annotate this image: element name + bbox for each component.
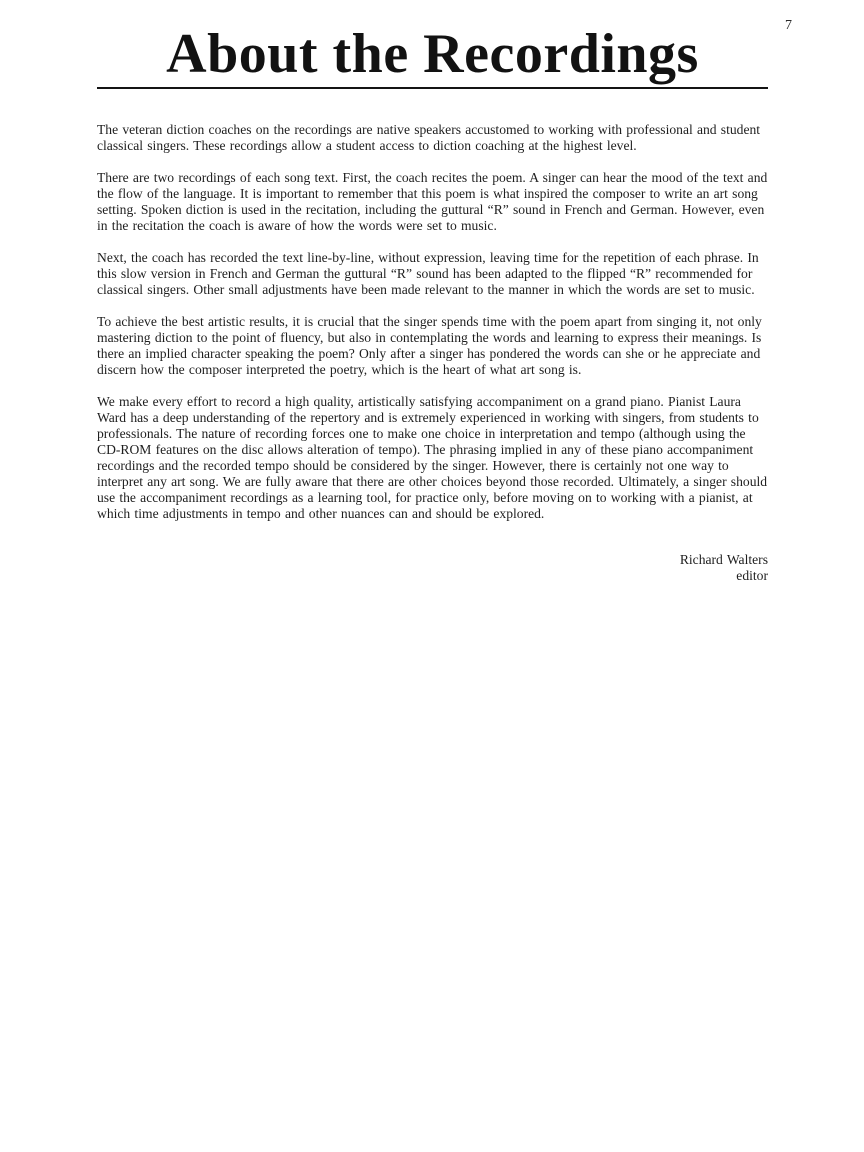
- body-paragraph: We make every effort to record a high quality, artistically satisfying accompaniment on a grand piano. Pianist Laura Ward has a deep understanding of the repertory and is extremely experienced in working with singers, from students to professionals. The nature of recording forces one to make one choice in interpretation and tempo (although using the CD-ROM features on the disc allows alteration of tempo). The phrasing implied in any of these piano accompaniment recordings and the recorded tempo should be considered by the singer. However, there is certainly not one way to interpret any art song. We are fully aware that there are other choices beyond those recorded. Ultimately, a singer should use the accompaniment recordings as a learning tool, for practice only, before moving on to working with a pianist, at which time adjustments in tempo and other nuances can and should be explored.: [97, 394, 768, 522]
- page-title: About the Recordings: [166, 23, 699, 85]
- title-rule: [97, 87, 768, 89]
- page-number: 7: [785, 18, 792, 33]
- body-paragraph: Next, the coach has recorded the text line-by-line, without expression, leaving time for the repetition of each phrase. In this slow version in French and German the guttural “R” sound has been adapted to the flipped “R” recommended for classical singers. Other small adjustments have been made relevant to the manner in which the words are set to music.: [97, 250, 759, 298]
- signature-role: editor: [736, 568, 768, 584]
- signature-block: [97, 552, 768, 584]
- signature-name: Richard Walters: [679, 552, 768, 568]
- body-paragraph: To achieve the best artistic results, it is crucial that the singer spends time with the poem apart from singing it, not only mastering diction to the point of fluency, but also in contemplating the words and learning to express their meanings. Is there an implied character speaking the poem? Only after a singer has pondered the words can she or he appreciate and discern how the composer interpreted the poetry, which is the heart of what art song is.: [97, 314, 762, 378]
- body-paragraph: The veteran diction coaches on the recordings are native speakers accustomed to working with professional and student classical singers. These recordings allow a student access to diction coaching at the highest level.: [97, 122, 761, 154]
- body-paragraph: There are two recordings of each song text. First, the coach recites the poem. A singer can hear the mood of the text and the flow of the language. It is important to remember that this poem is what inspired the composer to write an art song setting. Spoken diction is used in the recitation, including the guttural “R” sound in French and German. However, even in the recitation the coach is aware of how the words were set to music.: [97, 170, 768, 234]
- page-content: [97, 122, 768, 584]
- page-header: [97, 0, 768, 89]
